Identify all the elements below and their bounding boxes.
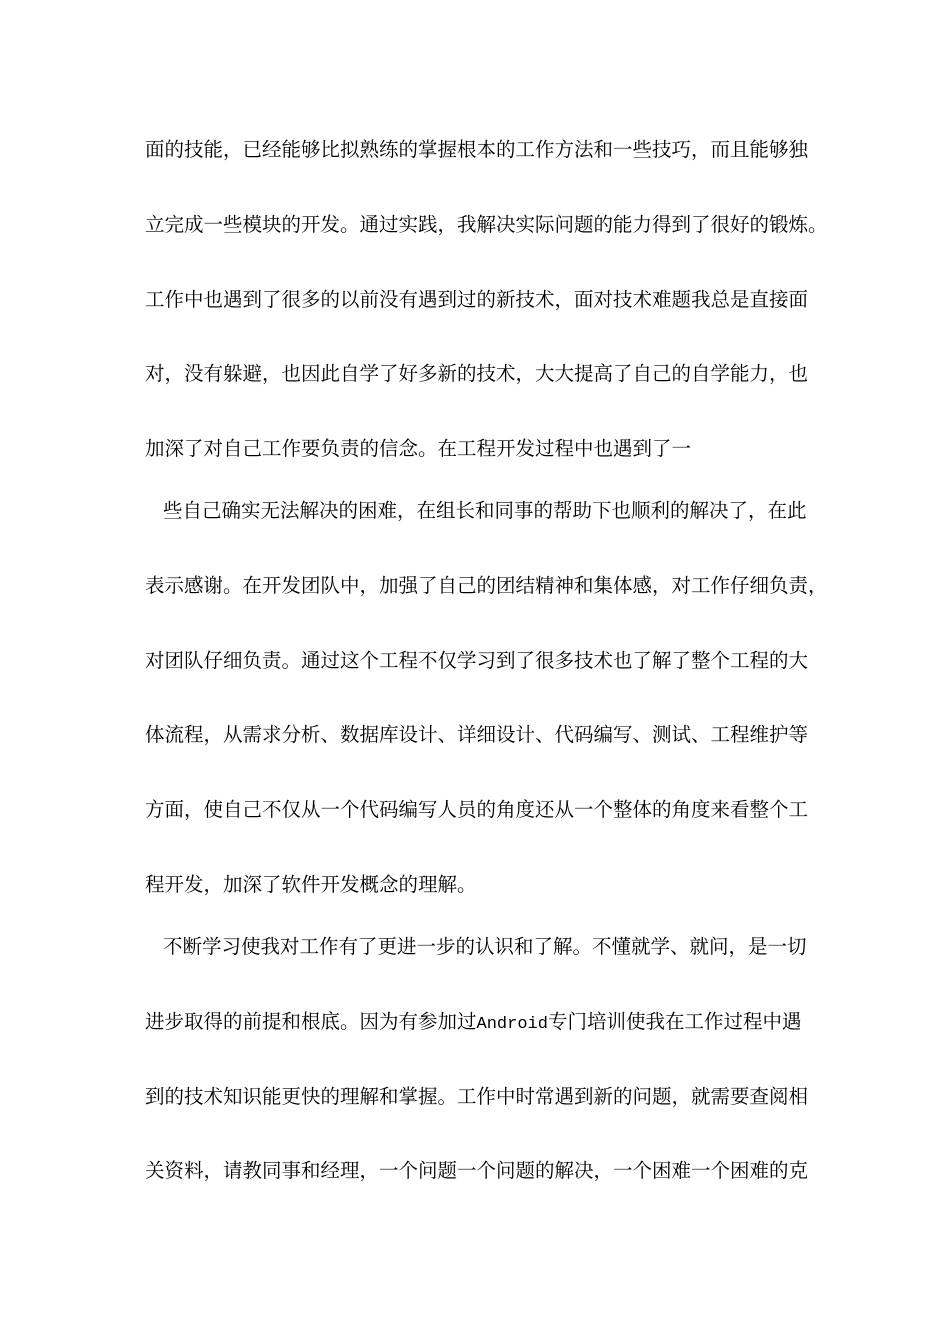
paragraph-line: 到的技术知识能更快的理解和掌握。工作中时常遇到新的问题，就需要查阅相: [145, 1085, 809, 1108]
line-text: 专门培训使我在工作过程中遇: [547, 1010, 802, 1033]
line-text: 进步取得的前提和根底。因为有参加过: [145, 1010, 477, 1033]
paragraph-line: [145, 1009, 815, 1038]
android-term: Android: [476, 1015, 548, 1034]
paragraph-line: 面的技能，已经能够比拟熟练的掌握根本的工作方法和一些技巧，而且能够独: [145, 138, 809, 161]
paragraph-line: 方面，使自己不仅从一个代码编写人员的角度还从一个整体的角度来看整个工: [145, 798, 809, 821]
paragraph-line: 表示感谢。在开发团队中，加强了自己的团结精神和集体感，对工作仔细负责，: [145, 574, 828, 597]
paragraph-line: 加深了对自己工作要负责的信念。在工程开发过程中也遇到了一: [145, 437, 692, 460]
paragraph-line: 些自己确实无法解决的困难，在组长和同事的帮助下也顺利的解决了，在此: [163, 499, 807, 522]
paragraph-line: 不断学习使我对工作有了更进一步的认识和了解。不懂就学、就问，是一切: [163, 935, 807, 958]
paragraph-line: 工作中也遇到了很多的以前没有遇到过的新技术，面对技术难题我总是直接面: [145, 288, 809, 311]
paragraph-line: 体流程，从需求分析、数据库设计、详细设计、代码编写、测试、工程维护等: [145, 723, 809, 746]
paragraph-line: 程开发，加深了软件开发概念的理解。: [145, 873, 477, 896]
paragraph-line: 对，没有躲避，也因此自学了好多新的技术，大大提高了自己的自学能力，也: [145, 362, 809, 385]
paragraph-line: 关资料，请教同事和经理，一个问题一个问题的解决，一个困难一个困难的克: [145, 1159, 809, 1182]
paragraph-line: 对团队仔细负责。通过这个工程不仅学习到了很多技术也了解了整个工程的大: [145, 649, 809, 672]
paragraph-line: 立完成一些模块的开发。通过实践，我解决实际问题的能力得到了很好的锻炼。: [145, 213, 828, 236]
